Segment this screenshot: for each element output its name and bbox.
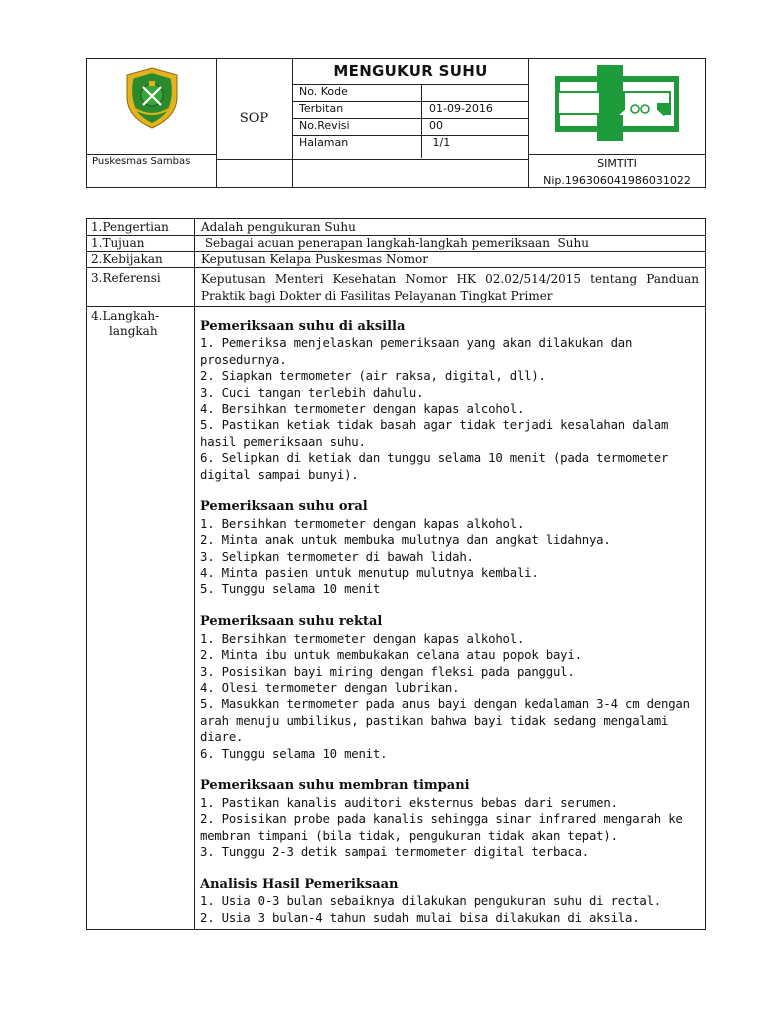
section-spacer [200,598,699,614]
sop-label: SOP [239,111,269,126]
step-item: 5. Tunggu selama 10 menit [200,582,381,597]
field-value-no-revisi: 00 [429,119,443,132]
table-row-divider [87,267,705,268]
step-item: 2. Siapkan termometer (air raksa, digital, dll). [200,369,546,384]
organization-name: Puskesmas Sambas [92,156,191,167]
signer-nip: Nip.196306041986031022 [543,174,691,187]
section-title: Pemeriksaan suhu rektal [200,614,383,630]
step-item: 4. Bersihkan termometer dengan kapas alcohol. [200,402,525,417]
step-item: 1. Bersihkan termometer dengan kapas alkohol. [200,631,525,646]
step-item: 3. Cuci tangan terlebih dahulu. [200,385,424,400]
step-item: 1. Usia 0-3 bulan sebaiknya dilakukan pengukuran suhu di rectal. [200,894,662,909]
field-label-terbitan: Terbitan [299,102,344,115]
field-value-halaman: 1/1 [429,136,451,149]
field-label-no-kode: No. Kode [299,85,348,98]
header-divider [216,159,528,160]
step-item: 3. Posisikan bayi miring dengan fleksi pada panggul. [200,664,575,679]
step-item: 6. Tunggu selama 10 menit. [200,746,388,761]
section-title: Pemeriksaan suhu oral [200,499,368,515]
field-label-no-revisi: No.Revisi [299,119,350,132]
section-title: Pemeriksaan suhu di aksilla [200,319,406,334]
signer-name: SIMTITI [597,157,637,170]
step-item: 1. Pastikan kanalis auditori eksternus bebas dari serumen. [200,795,618,810]
step-item: 3. Tunggu 2-3 detik sampai termometer digital terbaca. [200,844,589,859]
table-column-divider [194,219,195,929]
row-label-langkah: 4.Langkah- langkah [91,309,160,338]
step-item: 1. Pemeriksa menjelaskan pemeriksaan yang akan dilakukan dan prosedurnya. [200,336,633,367]
section-spacer [200,860,699,876]
step-item: 2. Minta anak untuk membuka mulutnya dan angkat lidahnya. [200,533,611,548]
procedure-steps [200,319,699,926]
section-title: Analisis Hasil Pemeriksaan [200,876,399,892]
step-item: 5. Pastikan ketiak tidak basah agar tidak terjadi kesalahan dalam hasil pemeriksaan suhu. [200,418,669,449]
row-value-pengertian: Adalah pengukuran Suhu [201,220,356,234]
sop-content-table [86,218,706,930]
section-title: Pemeriksaan suhu membran timpani [200,778,470,794]
step-item: 3. Selipkan termometer di bawah lidah. [200,549,474,564]
row-value-tujuan: Sebagai acuan penerapan langkah-langkah pemeriksaan Suhu [201,236,589,250]
section-spacer [200,483,699,499]
step-item: 2. Usia 3 bulan-4 tahun sudah mulai bisa dilakukan di aksila. [200,910,640,925]
regency-emblem-icon [119,65,185,131]
step-item: 2. Posisikan probe pada kanalis sehingga sinar infrared mengarah ke membran timpani (bila tidak, pengukuran tidak akan tepat). [200,812,683,843]
puskesmas-logo-icon [555,63,679,143]
section-spacer [200,762,699,778]
sop-header-table [86,58,706,188]
row-value-kebijakan: Keputusan Kelapa Puskesmas Nomor [201,252,429,266]
header-divider [421,84,422,158]
step-item: 2. Minta ibu untuk membukakan celana atau popok bayi. [200,648,582,663]
step-item: 4. Olesi termometer dengan lubrikan. [200,680,460,695]
signature-block [529,155,705,189]
header-divider [87,154,216,155]
row-label-referensi: 3.Referensi [91,271,161,285]
table-row-divider [87,306,705,307]
step-item: 1. Bersihkan termometer dengan kapas alkohol. [200,516,525,531]
row-label-tujuan: 1.Tujuan [91,236,145,250]
row-label-kebijakan: 2.Kebijakan [91,252,163,266]
step-item: 4. Minta pasien untuk menutup mulutnya kembali. [200,566,539,581]
sop-title: MENGUKUR SUHU [333,62,488,80]
field-value-terbitan: 01-09-2016 [429,102,493,115]
row-value-referensi: Keputusan Menteri Kesehatan Nomor HK 02.02/514/2015 tentang Panduan Praktik bagi Dokter di Fasilitas Pelayanan Tingkat Primer [201,272,699,303]
row-label-pengertian: 1.Pengertian [91,220,169,234]
step-item: 6. Selipkan di ketiak dan tunggu selama 10 menit (pada termometer digital sampai bunyi). [200,451,669,482]
step-item: 5. Masukkan termometer pada anus bayi dengan kedalaman 3-4 cm dengan arah menuju umbilikus, pastikan bahwa bayi tidak sedang mengalami diare. [200,697,690,745]
field-label-halaman: Halaman [299,136,349,149]
